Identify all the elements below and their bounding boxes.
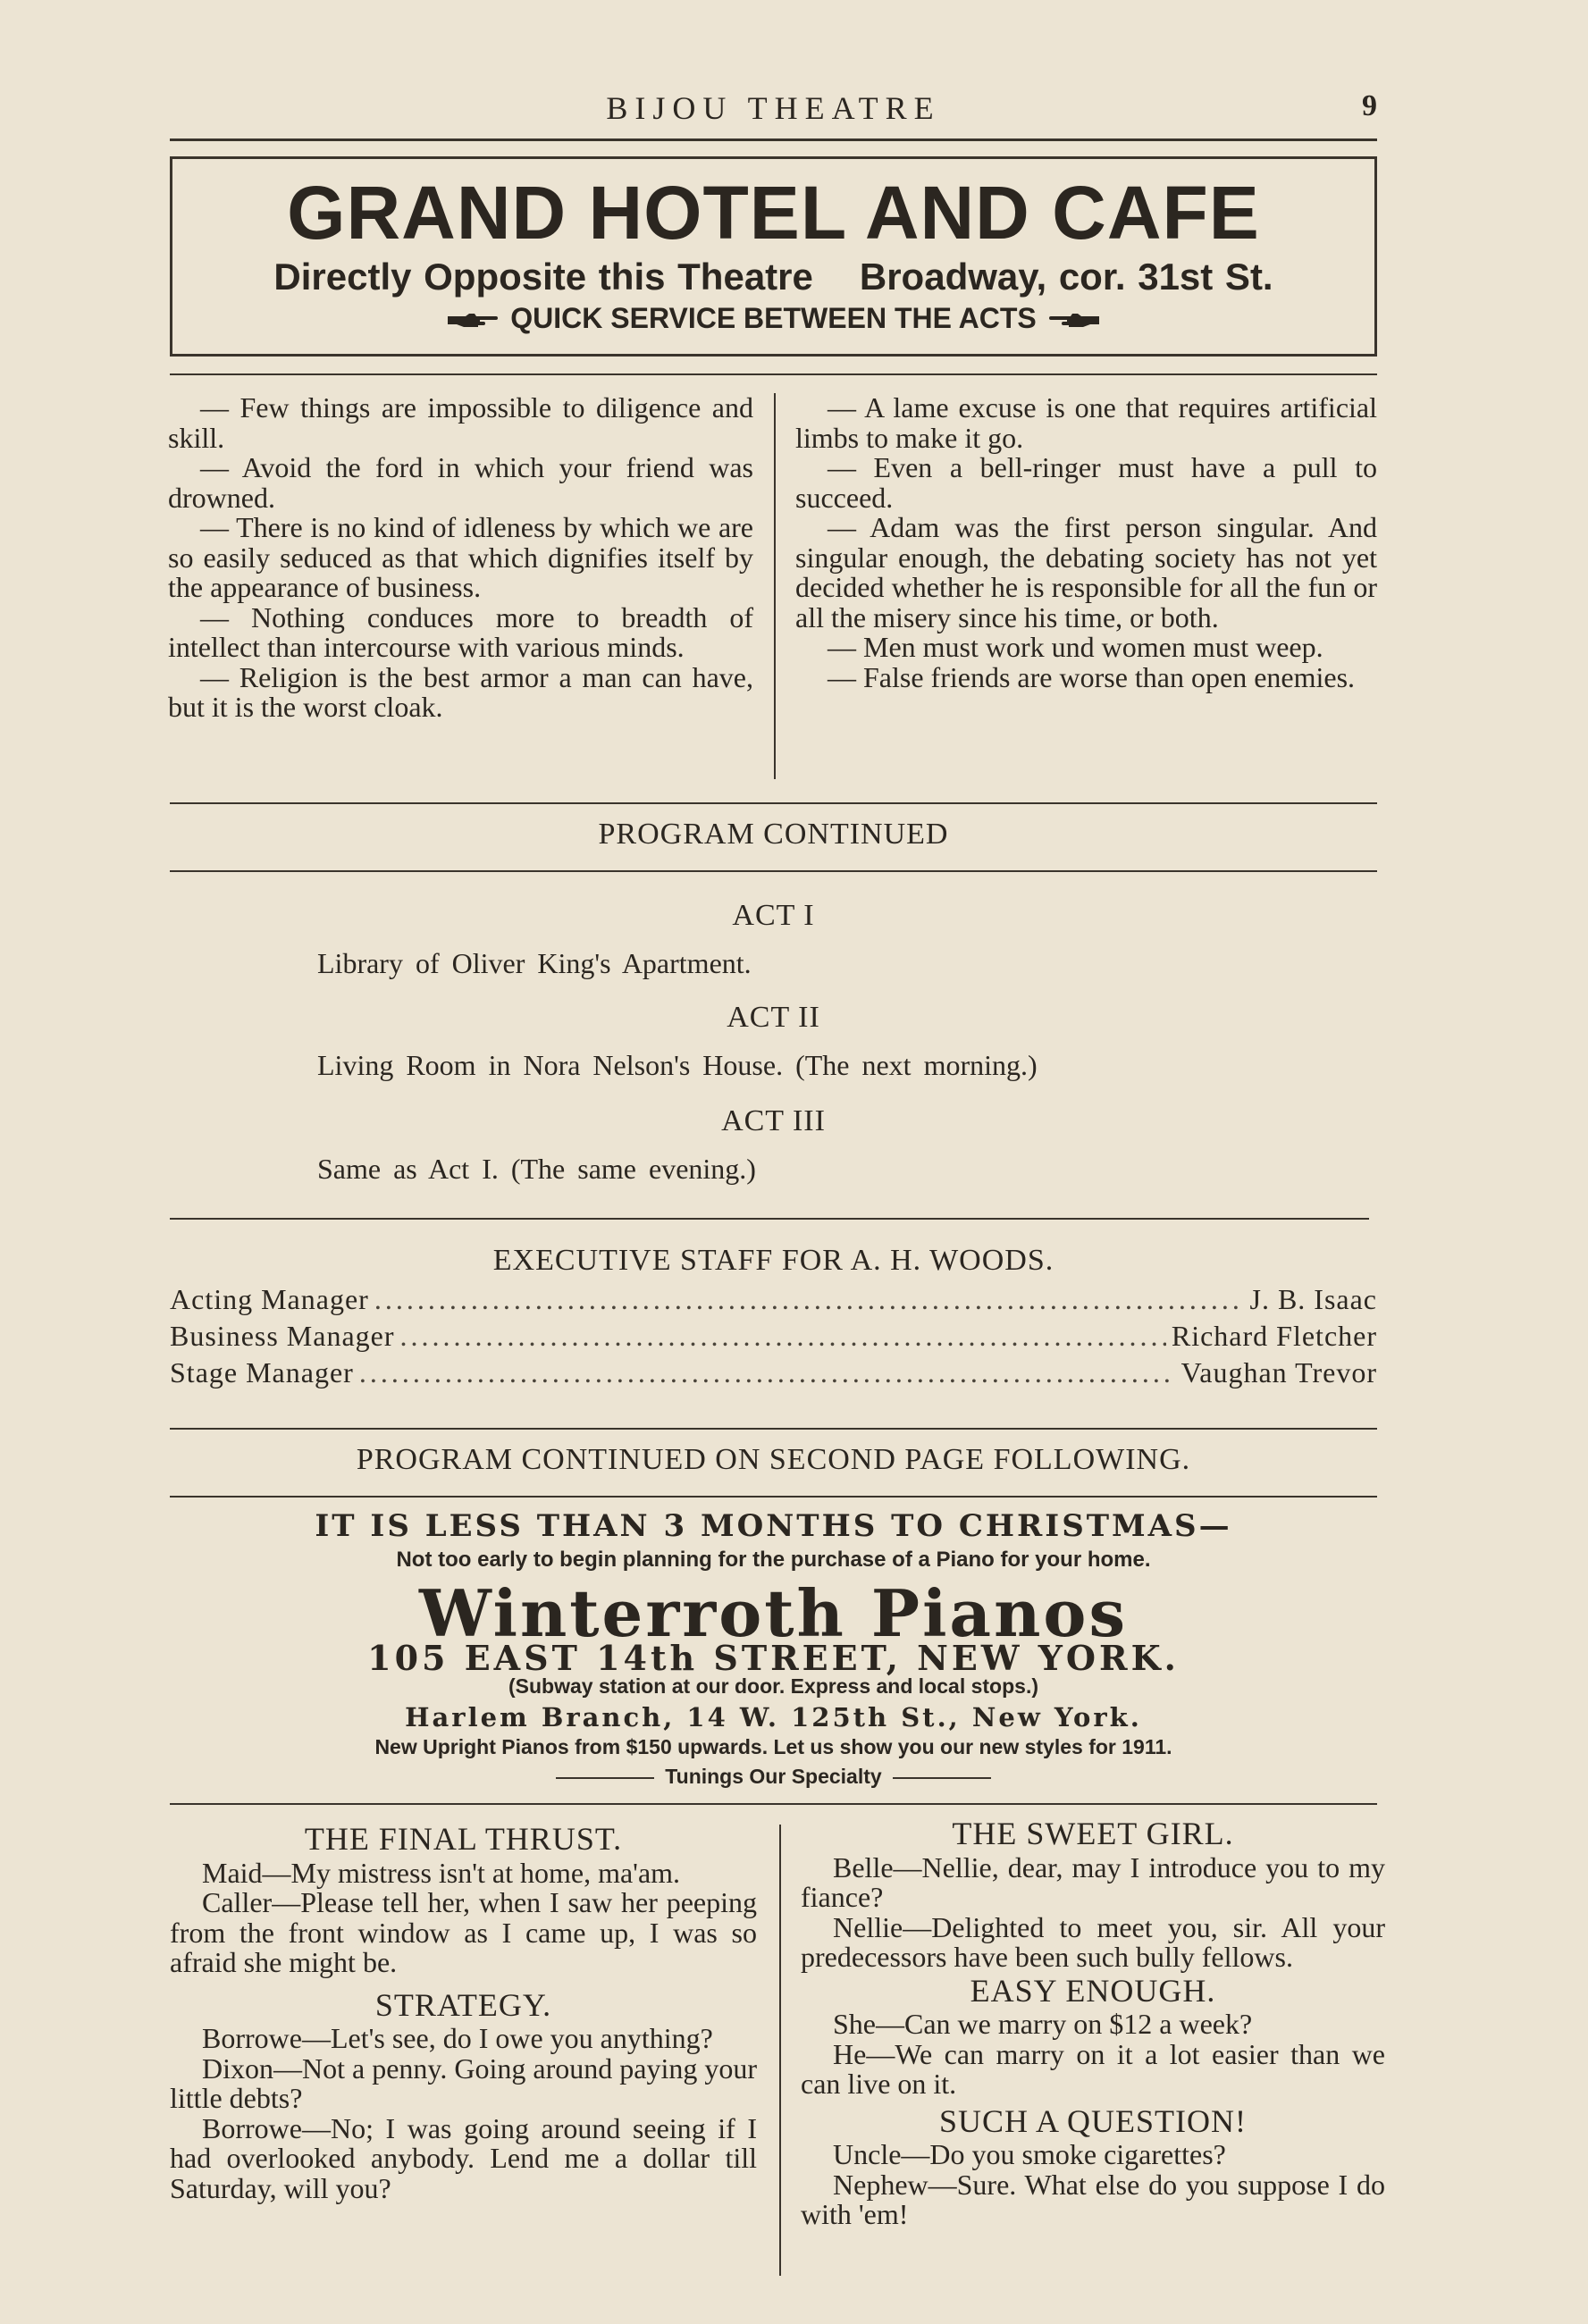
running-title: BIJOU THEATRE bbox=[606, 90, 941, 126]
program-title: PROGRAM CONTINUED bbox=[598, 818, 949, 851]
hotel-ad-bottom-rule bbox=[170, 373, 1377, 375]
staff-bottom-rule bbox=[170, 1428, 1377, 1430]
joke-line: Nellie—Delighted to meet you, sir. All your predecessors have been such bully fellows. bbox=[801, 1910, 1385, 1973]
pointing-hand-right-icon bbox=[446, 312, 498, 330]
act-setting: Library of Oliver King's Apartment. bbox=[317, 947, 752, 979]
piano-address: 105 EAST 14th STREET, NEW YORK. bbox=[367, 1638, 1180, 1678]
pointing-hand-left-icon bbox=[1049, 312, 1101, 330]
act-heading: ACT II bbox=[727, 1001, 820, 1034]
joke-line: She—Can we marry on $12 a week? bbox=[833, 2008, 1253, 2040]
joke-line: Nephew—Sure. What else do you suppose I do with 'em! bbox=[801, 2168, 1385, 2230]
joke-title: STRATEGY. bbox=[374, 1986, 552, 2023]
joke-title: SUCH A QUESTION! bbox=[938, 2102, 1248, 2139]
hotel-advertisement bbox=[170, 156, 1377, 357]
jokes-column-divider bbox=[779, 1825, 781, 2276]
act-heading: ACT I bbox=[732, 899, 815, 932]
page-number: 9 bbox=[1362, 89, 1377, 122]
maxims-left-column bbox=[168, 393, 753, 723]
piano-headline: IT IS LESS THAN 3 MONTHS TO CHRISTMAS— bbox=[315, 1508, 1232, 1544]
piano-subway: (Subway station at our door. Express and local stops.) bbox=[508, 1674, 1038, 1698]
staff-title: EXECUTIVE STAFF FOR A. H. WOODS. bbox=[492, 1244, 1054, 1277]
acts-bottom-rule bbox=[170, 1218, 1369, 1220]
joke-line: Dixon—Not a penny. Going around paying your little debts? bbox=[170, 2051, 757, 2114]
leader-dots bbox=[400, 1320, 1166, 1353]
staff-role: Business Manager bbox=[170, 1320, 395, 1352]
joke-title: THE FINAL THRUST. bbox=[304, 1821, 623, 1857]
act-setting: Living Room in Nora Nelson's House. (The next morning.) bbox=[317, 1049, 1038, 1081]
maxim: — A lame excuse is one that requires artificial limbs to make it go. bbox=[795, 391, 1377, 454]
joke-line: Uncle—Do you smoke cigarettes? bbox=[833, 2138, 1226, 2170]
maxim: — Men must work und women must weep. bbox=[828, 631, 1323, 663]
staff-role: Acting Manager bbox=[170, 1283, 369, 1315]
piano-brand: Winterroth Pianos bbox=[419, 1575, 1128, 1651]
maxims-right-column bbox=[795, 393, 1377, 692]
staff-role: Stage Manager bbox=[170, 1356, 354, 1389]
maxim: — Nothing conduces more to breadth of intellect than intercourse with various minds. bbox=[168, 600, 753, 663]
maxims-bottom-rule bbox=[170, 802, 1377, 804]
continued-note: PROGRAM CONTINUED ON SECOND PAGE FOLLOWING. bbox=[356, 1443, 1191, 1476]
staff-row bbox=[170, 1320, 1377, 1355]
joke-title: THE SWEET GIRL. bbox=[952, 1816, 1234, 1851]
piano-tunings-line bbox=[170, 1765, 1377, 1789]
staff-row bbox=[170, 1283, 1377, 1319]
hotel-location-left: Directly Opposite this Theatre bbox=[273, 256, 813, 298]
piano-offer: New Upright Pianos from $150 upwards. Let us show you our new styles for 1911. bbox=[374, 1735, 1172, 1758]
piano-ad-bottom-rule bbox=[170, 1803, 1377, 1805]
running-head bbox=[170, 89, 1377, 134]
staff-name: J. B. Isaac bbox=[1249, 1283, 1377, 1315]
maxim: — Adam was the first person singular. And singular enough, the debating society has not yet decided whether he is responsible for all the fun or all the misery since his time, or both. bbox=[795, 511, 1377, 633]
maxim: — Few things are impossible to diligence and skill. bbox=[168, 391, 753, 454]
staff-row bbox=[170, 1356, 1377, 1392]
hotel-service-text: QUICK SERVICE BETWEEN THE ACTS bbox=[510, 302, 1037, 334]
joke-line: He—We can marry on it a lot easier than we can live on it. bbox=[801, 2037, 1385, 2100]
hotel-location-right: Broadway, cor. 31st St. bbox=[859, 256, 1273, 298]
staff-name: Vaughan Trevor bbox=[1180, 1356, 1377, 1389]
jokes-left-column bbox=[170, 1821, 757, 2204]
maxim: — Avoid the ford in which your friend was drowned. bbox=[168, 451, 753, 514]
joke-title: EASY ENOUGH. bbox=[970, 1972, 1216, 2009]
maxim: — Even a bell-ringer must have a pull to succeed. bbox=[795, 451, 1377, 514]
joke-line: Maid—My mistress isn't at home, ma'am. bbox=[202, 1856, 681, 1889]
hotel-service-line bbox=[172, 302, 1374, 335]
maxim: — Religion is the best armor a man can have, but it is the worst cloak. bbox=[168, 660, 753, 723]
piano-branch: Harlem Branch, 14 W. 125th St., New York. bbox=[405, 1702, 1142, 1733]
piano-subline: Not too early to begin planning for the purchase of a Piano for your home. bbox=[396, 1548, 1151, 1572]
act-heading: ACT III bbox=[721, 1104, 826, 1137]
hotel-location bbox=[172, 256, 1374, 298]
program-title-rule bbox=[170, 870, 1377, 872]
hotel-name: GRAND HOTEL AND CAFE bbox=[287, 171, 1260, 255]
joke-line: Borrowe—No; I was going around seeing if I had overlooked anybody. Lend me a dollar till Saturday, will you? bbox=[170, 2111, 757, 2204]
header-rule bbox=[170, 138, 1377, 141]
joke-line: Borrowe—Let's see, do I owe you anything? bbox=[202, 2022, 713, 2054]
maxims-column-divider bbox=[774, 393, 776, 779]
piano-tunings: Tunings Our Specialty bbox=[665, 1765, 882, 1788]
continued-note-rule bbox=[170, 1496, 1377, 1498]
maxim: — False friends are worse than open enemies. bbox=[828, 660, 1356, 693]
joke-line: Belle—Nellie, dear, may I introduce you to my fiance? bbox=[801, 1850, 1385, 1913]
staff-name: Richard Fletcher bbox=[1171, 1320, 1377, 1352]
leader-dots bbox=[359, 1356, 1176, 1389]
maxim: — There is no kind of idleness by which we are so easily seduced as that which dignifies itself by the appearance of business. bbox=[168, 511, 753, 603]
leader-dots bbox=[374, 1283, 1245, 1316]
joke-line: Caller—Please tell her, when I saw her peeping from the front window as I came up, I was so afraid she might be. bbox=[170, 1886, 757, 1978]
act-setting: Same as Act I. (The same evening.) bbox=[317, 1153, 756, 1185]
jokes-right-column bbox=[801, 1816, 1385, 2230]
